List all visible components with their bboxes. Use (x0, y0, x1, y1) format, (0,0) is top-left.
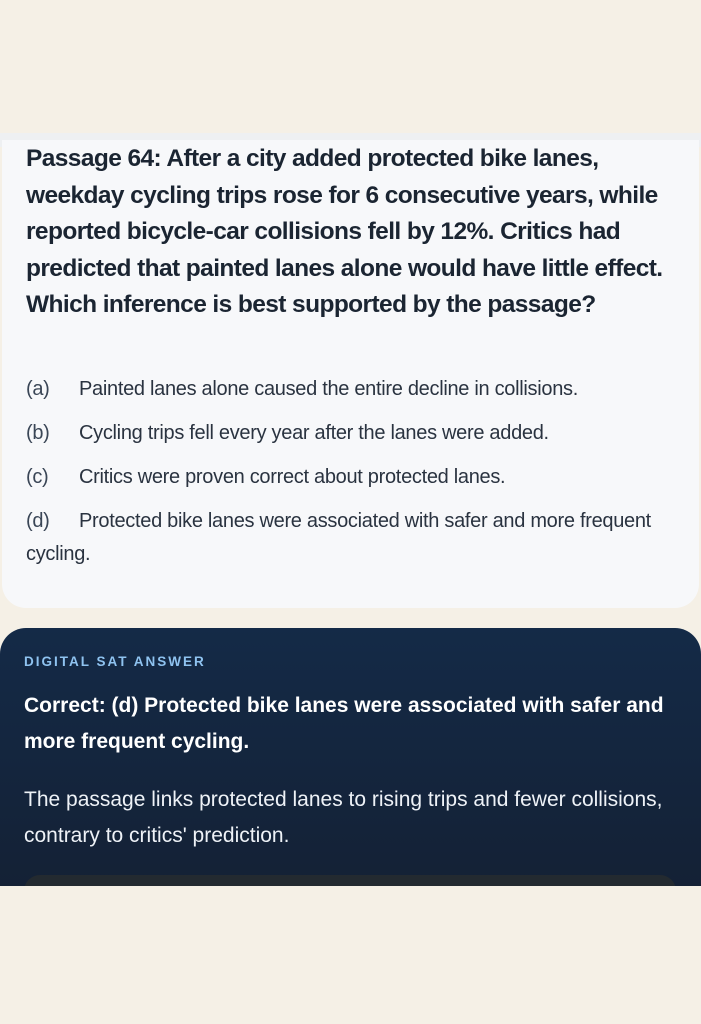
option-a[interactable] (26, 373, 666, 406)
option-key: (a) (26, 378, 50, 400)
answer-explanation: The passage links protected lanes to rising trips and fewer collisions, contrary to critics' prediction. (24, 788, 663, 847)
option-key: (c) (26, 466, 49, 488)
option-text: Critics were proven correct about protected lanes. (79, 466, 506, 488)
option-key: (b) (26, 422, 50, 444)
option-key: (d) (26, 510, 50, 532)
option-text: Painted lanes alone caused the entire decline in collisions. (79, 378, 579, 400)
option-text: Cycling trips fell every year after the lanes were added. (79, 422, 549, 444)
option-d[interactable] (26, 505, 666, 571)
option-text: Protected bike lanes were associated with safer and more frequent cycling. (26, 510, 651, 565)
answer-eyebrow: DIGITAL SAT ANSWER (24, 654, 206, 669)
question-text: Passage 64: After a city added protected bike lanes, weekday cycling trips rose for 6 consecutive years, while reported bicycle-car collisions fell by 12%. Critics had predicted that painted lanes alone would have little effect. Which inference is best supported by the passage? (26, 145, 663, 318)
answer-heading: Correct: (d) Protected bike lanes were associated with safer and more frequent cycling. (24, 694, 664, 753)
option-c[interactable] (26, 461, 666, 494)
answer-options (26, 373, 666, 582)
page-bottom-area (0, 886, 701, 1024)
option-b[interactable] (26, 417, 666, 450)
